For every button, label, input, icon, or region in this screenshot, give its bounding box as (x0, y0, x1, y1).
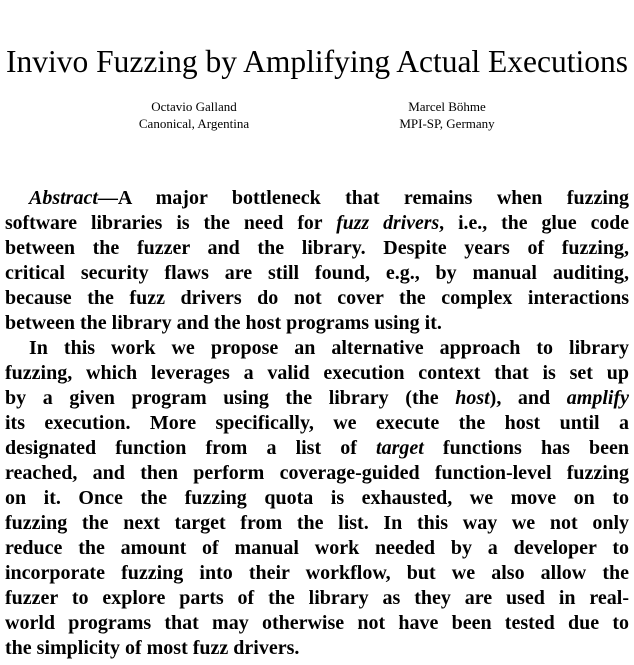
abstract-line: between the library and the host programs using it. (5, 312, 442, 334)
abstract (5, 186, 629, 661)
abstract-line (5, 386, 629, 411)
abstract-line: world programs that may otherwise not have been tested due to (5, 612, 629, 634)
abstract-text: by a given program using the library (the (5, 387, 456, 409)
abstract-dash: — (97, 187, 118, 209)
emphasis-amplify: amplify (566, 387, 629, 409)
author-block-2 (347, 99, 547, 132)
abstract-line: fuzzing the next target from the list. In this way we not only (5, 512, 629, 534)
abstract-line: fuzzing, which leverages a valid execution context that is set up (5, 362, 629, 384)
author-name: Marcel Böhme (408, 99, 486, 114)
abstract-line: critical security flaws are still found, e.g., by manual auditing, (5, 262, 629, 284)
abstract-line: between the fuzzer and the library. Despite years of fuzzing, (5, 237, 629, 259)
abstract-line: its execution. More specifically, we execute the host until a (5, 412, 629, 434)
abstract-text: ), and (489, 387, 567, 409)
abstract-line: incorporate fuzzing into their workflow, but we also allow the (5, 562, 629, 584)
emphasis-host: host (455, 387, 490, 409)
abstract-line: the simplicity of most fuzz drivers. (5, 637, 300, 659)
abstract-text: , i.e., the glue code (439, 212, 629, 234)
abstract-line: reduce the amount of manual work needed by a developer to (5, 537, 629, 559)
paper-title: Invivo Fuzzing by Amplifying Actual Executions (5, 44, 629, 79)
abstract-text: software libraries is the need for (5, 212, 337, 234)
emphasis-target: target (376, 437, 424, 459)
abstract-line: on it. Once the fuzzing quota is exhausted, we move on to (5, 487, 629, 509)
abstract-line: because the fuzz drivers do not cover the complex interactions (5, 287, 629, 309)
emphasis-fuzz-drivers: fuzz drivers (336, 212, 440, 234)
author-affiliation: Canonical, Argentina (138, 115, 250, 131)
abstract-line: reached, and then perform coverage-guided function-level fuzzing (5, 462, 629, 484)
author-name: Octavio Galland (151, 99, 237, 114)
abstract-line (5, 186, 629, 211)
abstract-text: A major bottleneck that remains when fuzzing (117, 187, 629, 209)
abstract-line: fuzzer to explore parts of the library as they are used in real- (5, 587, 629, 609)
abstract-text: functions has been (423, 437, 629, 459)
abstract-label: Abstract (29, 187, 98, 209)
abstract-text: designated function from a list of (5, 437, 377, 459)
abstract-line: In this work we propose an alternative approach to library (29, 337, 629, 359)
abstract-line (5, 436, 629, 461)
author-affiliation: MPI-SP, Germany (399, 115, 495, 131)
author-block-1 (94, 99, 294, 132)
abstract-line (5, 211, 629, 236)
